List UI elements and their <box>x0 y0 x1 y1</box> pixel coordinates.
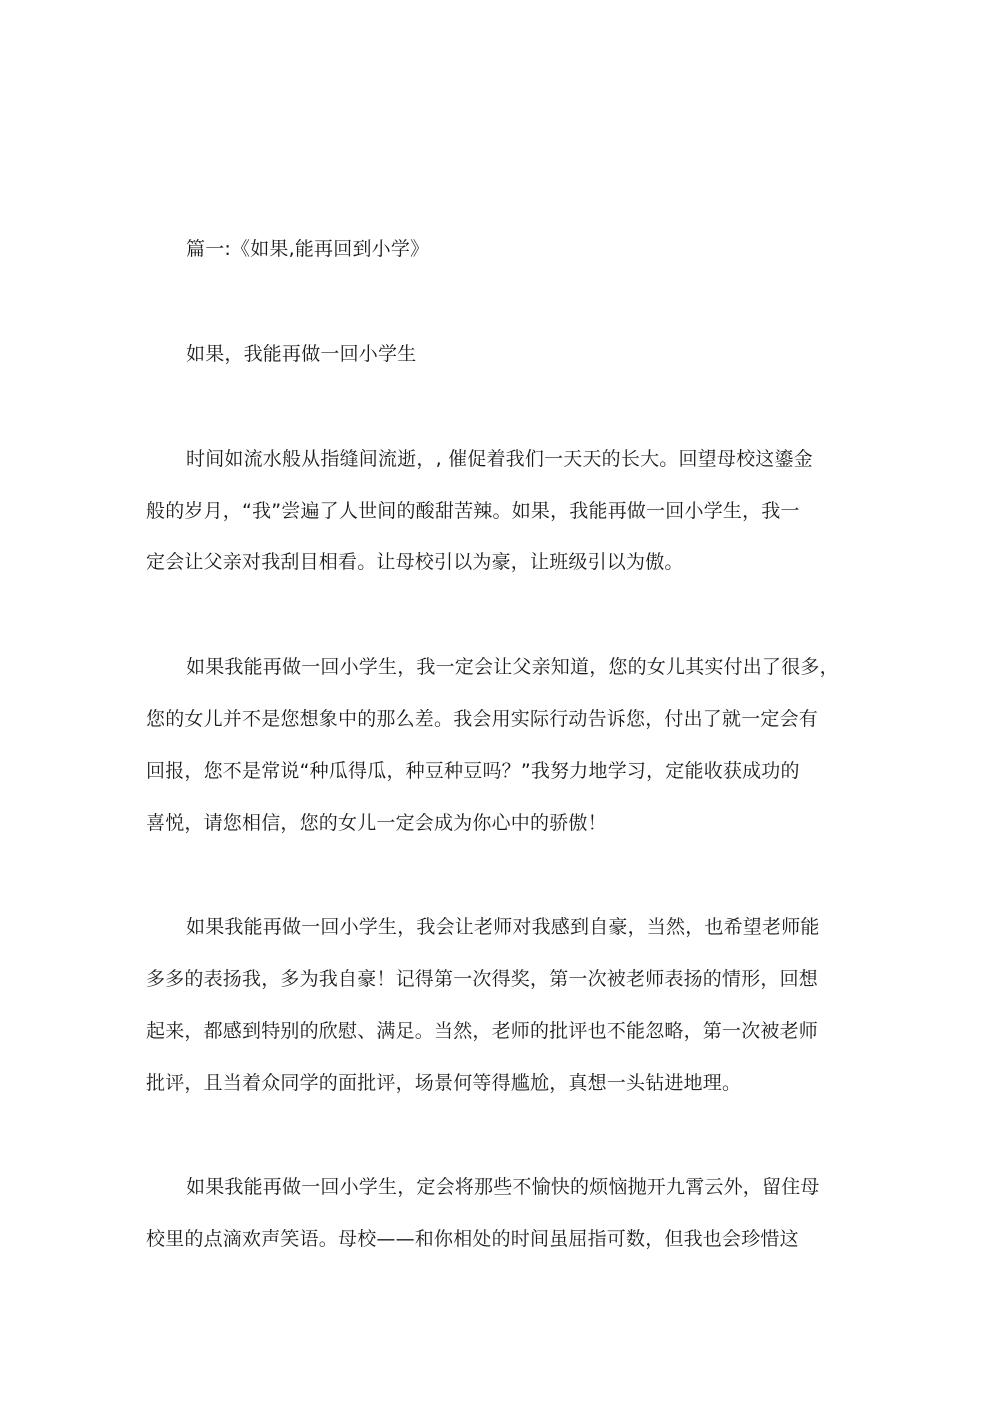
paragraph-line: 喜悦，请您相信，您的女儿一定会成为你心中的骄傲！ <box>146 812 607 834</box>
paragraph-line: 您的女儿并不是您想象中的那么差。我会用实际行动告诉您，付出了就一定会有 <box>146 708 819 730</box>
document-subtitle: 如果，我能再做一回小学生 <box>186 343 417 365</box>
paragraph-line: 起来，都感到特别的欣慰、满足。当然，老师的批评也不能忽略，第一次被老师 <box>146 1020 819 1042</box>
paragraph-line: 回报，您不是常说“种瓜得瓜，种豆种豆吗？”我努力地学习，定能收获成功的 <box>146 760 800 782</box>
paragraph-line: 如果我能再做一回小学生，我一定会让父亲知道，您的女儿其实付出了很多， <box>186 656 839 678</box>
paragraph-line: 如果我能再做一回小学生，我会让老师对我感到自豪，当然，也希望老师能 <box>186 916 820 938</box>
paragraph-line: 如果我能再做一回小学生，定会将那些不愉快的烦恼抛开九霄云外，留住母 <box>186 1176 820 1198</box>
paragraph-line: 多多的表扬我，多为我自豪！记得第一次得奖，第一次被老师表扬的情形，回想 <box>146 968 819 990</box>
document-heading: 篇一:《如果,能再回到小学》 <box>186 238 430 260</box>
paragraph-line: 时间如流水般从指缝间流逝，, 催促着我们一天天的长大。回望母校这鎏金 <box>186 448 813 470</box>
paragraph-line: 校里的点滴欢声笑语。母校——和你相处的时间虽屈指可数，但我也会珍惜这 <box>146 1228 799 1250</box>
paragraph-line: 般的岁月，“我”尝遍了人世间的酸甜苦辣。如果，我能再做一回小学生，我一 <box>146 500 800 522</box>
paragraph-line: 批评，且当着众同学的面批评，场景何等得尴尬，真想一头钻进地理。 <box>146 1072 742 1094</box>
paragraph-line: 定会让父亲对我刮目相看。让母校引以为豪，让班级引以为傲。 <box>146 551 684 573</box>
